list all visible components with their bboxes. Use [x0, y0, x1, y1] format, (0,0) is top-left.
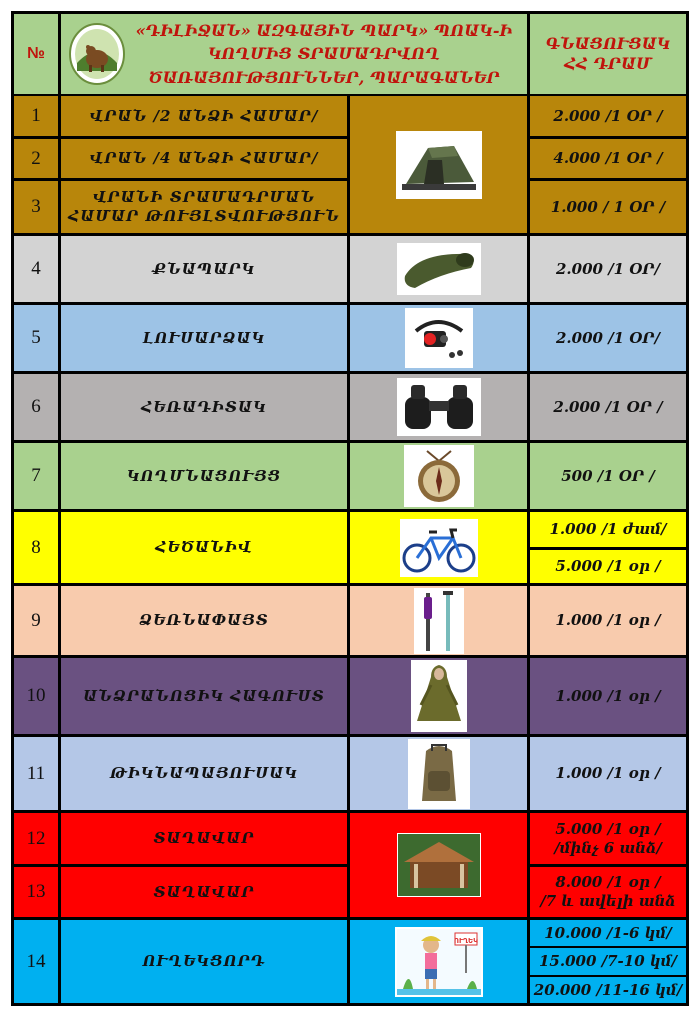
row-price: 4.000 /1 ՕՐ /: [530, 139, 686, 178]
row-number: 11: [14, 737, 58, 810]
header-price-label-line2: ՀՀ ԴՐԱՄ: [564, 54, 652, 73]
row-item-name-line2: ՀԱՄԱՐ ԹՈՒՅԼՏՎՈՒԹՅՈՒՆ: [68, 207, 340, 225]
row-image-cell: [350, 920, 527, 1003]
row-number: 13: [14, 867, 58, 917]
bicycle-icon: [401, 522, 477, 574]
row-number: 4: [14, 236, 58, 302]
row-number: 5: [14, 305, 58, 371]
row-item-name: ԿՈՂՄՆԱՑՈՒՅՑ: [61, 443, 347, 509]
row-price-line2: /մինչ 6 անձ/: [554, 838, 662, 857]
row-number: 10: [14, 658, 58, 734]
row-item-name: ՎՐԱՆ /2 ԱՆՁԻ ՀԱՄԱՐ/: [61, 96, 347, 136]
row-item-name: ՀԵՌԱԴԻՏԱԿ: [61, 374, 347, 440]
row-number: 2: [14, 139, 58, 178]
header-price-label-line1: ԳՆԱՑՈՒՑԱԿ: [545, 34, 671, 53]
header-title-line2: ԿՈՂՄԻՑ ՏՐԱՄԱԴՐՎՈՂ: [208, 44, 440, 64]
row-item-name: ՔՆԱՊԱՐԿ: [61, 236, 347, 302]
row-price: 500 /1 ՕՐ /: [530, 443, 686, 509]
row-price: 1.000 / 1 ՕՐ /: [530, 181, 686, 233]
row-number: 8: [14, 512, 58, 583]
row-number: 12: [14, 813, 58, 864]
guide-sign-text: ՈՒՂԵԿ: [453, 936, 478, 945]
row-image-cell: [350, 512, 527, 583]
row-price: 15.000 /7-10 կմ/: [530, 948, 686, 975]
row-price: 10.000 /1-6 կմ/: [530, 920, 686, 946]
header-title-line3: ԾԱՌԱՅՈՒԹՅՈՒՆՆԵՐ, ՊԱՐԱԳԱՆԵՐ: [148, 67, 500, 87]
row-price: 1.000 /1 օր /: [530, 737, 686, 810]
row-price-line1: 8.000 /1 օր /: [555, 873, 661, 892]
row-image-cell: [350, 586, 527, 655]
gazebo-image-cell: [350, 813, 527, 917]
row-price: 2.000 /1 ՕՐ /: [530, 96, 686, 136]
tent-image-cell: [350, 96, 527, 233]
row-price-line1: 5.000 /1 օր /: [555, 819, 661, 838]
row-number: 9: [14, 586, 58, 655]
bear-park-logo-icon: [69, 23, 125, 85]
raincoat-icon: [413, 661, 465, 731]
sleeping-bag-icon: [399, 246, 479, 292]
row-number: 6: [14, 374, 58, 440]
row-price: 1.000 /1 օր /: [530, 586, 686, 655]
header-title-cell: [61, 14, 527, 94]
guide-icon: [397, 929, 481, 995]
row-item-name: ԼՈՒՍԱՐՁԱԿ: [61, 305, 347, 371]
gazebo-icon: [398, 834, 480, 896]
row-number: 7: [14, 443, 58, 509]
row-item-name-line1: ՎՐԱՆԻ ՏՐԱՄԱԴՐՄԱՆ: [92, 188, 316, 207]
row-number: 14: [14, 920, 58, 1003]
row-item-name: ԱՆՁՐԱՆՈՑԻԿ ՀԱԳՈՒՍՏ: [61, 658, 347, 734]
row-price: [530, 867, 686, 917]
row-item-name: ՈՒՂԵԿՑՈՐԴ: [61, 920, 347, 1003]
row-item-name: [61, 181, 347, 233]
row-item-name: ՏԱՂԱՎԱՐ: [61, 813, 347, 864]
header-number-cell: №: [14, 14, 58, 94]
row-price: [530, 813, 686, 864]
row-price: 1.000 /1 օր /: [530, 658, 686, 734]
row-item-name: ՀԵԾԱՆԻՎ: [61, 512, 347, 583]
row-image-cell: [350, 305, 527, 371]
row-number: 1: [14, 96, 58, 136]
row-price: 2.000 /1 ՕՐ/: [530, 305, 686, 371]
header-price-cell: [530, 14, 686, 94]
row-image-cell: [350, 658, 527, 734]
row-price: 5.000 /1 օր /: [530, 550, 686, 583]
compass-icon: [407, 447, 471, 505]
binoculars-icon: [399, 381, 479, 433]
row-price-line2: /7 և ավելի անձ: [540, 892, 676, 910]
row-image-cell: [350, 236, 527, 302]
row-item-name: ՎՐԱՆ /4 ԱՆՁԻ ՀԱՄԱՐ/: [61, 139, 347, 178]
row-price: 1.000 /1 ժամ/: [530, 512, 686, 547]
header-title-line1: «ԴԻԼԻՋԱՆ» ԱԶԳԱՅԻՆ ՊԱՐԿ» ՊՈԱԿ-Ի: [135, 21, 513, 41]
row-image-cell: [350, 443, 527, 509]
tent-icon: [398, 134, 480, 196]
row-image-cell: [350, 737, 527, 810]
row-image-cell: [350, 374, 527, 440]
row-item-name: ՁԵՌՆԱՓԱՅՏ: [61, 586, 347, 655]
row-item-name: ԹԻԿՆԱՊԱՅՈՒՍԱԿ: [61, 737, 347, 810]
row-item-name: ՏԱՂԱՎԱՐ: [61, 867, 347, 917]
row-price: 20.000 /11-16 կմ/: [530, 977, 686, 1003]
walking-stick-icon: [416, 589, 462, 653]
row-number: 3: [14, 181, 58, 233]
headlamp-icon: [408, 311, 470, 365]
price-list-table: [11, 11, 689, 1006]
park-logo: [69, 23, 125, 85]
row-price: 2.000 /1 ՕՐ /: [530, 374, 686, 440]
row-price: 2.000 /1 ՕՐ/: [530, 236, 686, 302]
backpack-icon: [410, 741, 468, 807]
